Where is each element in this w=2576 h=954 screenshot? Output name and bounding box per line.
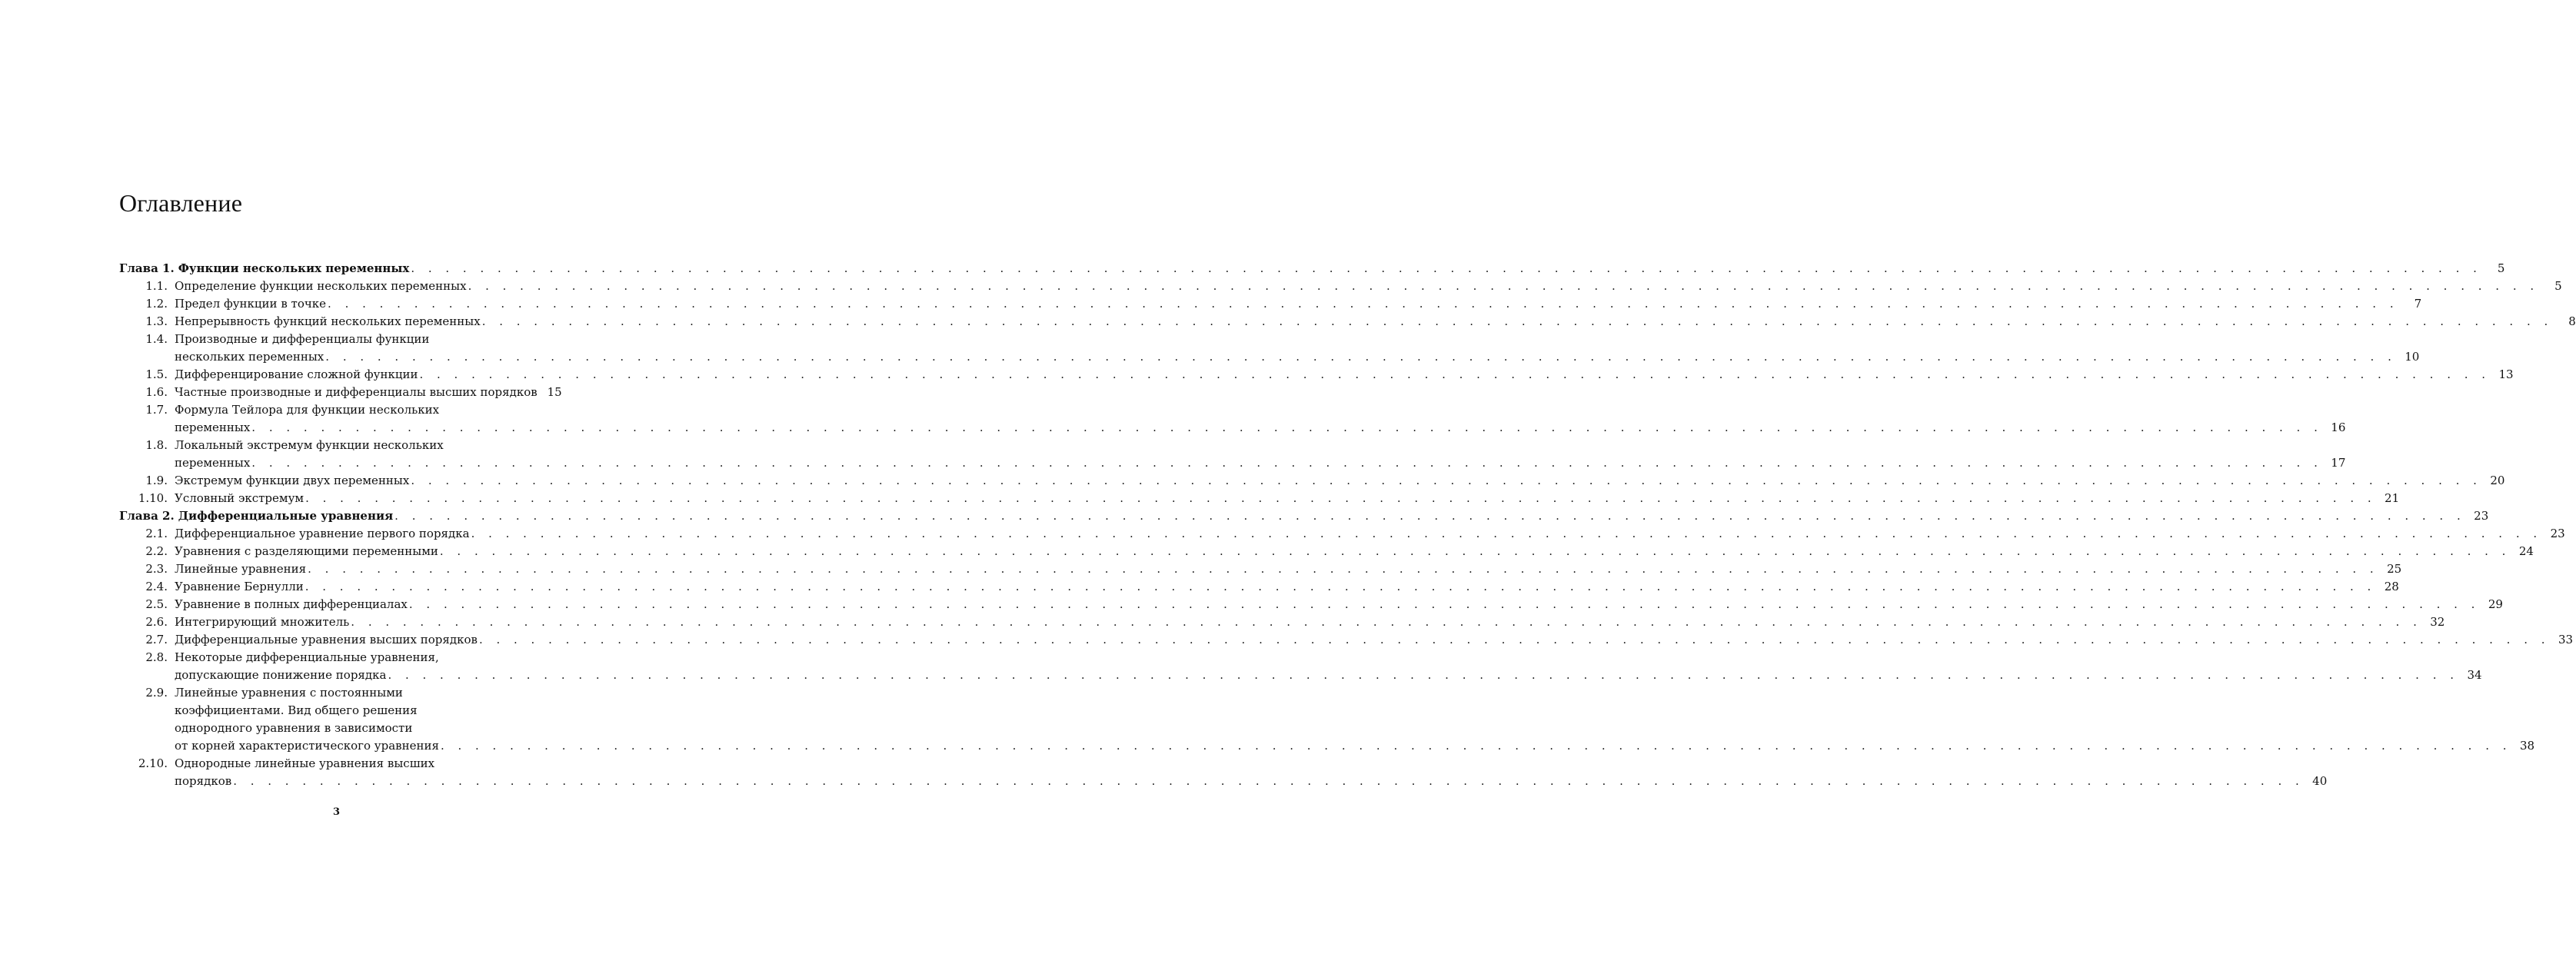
toc-title: Линейные уравнения bbox=[175, 562, 307, 576]
toc-title: Дифференциальные уравнения bbox=[178, 509, 394, 523]
toc-title: Частные производные и дифференциалы высших порядков bbox=[175, 385, 537, 399]
toc-chapter[interactable] bbox=[119, 260, 2505, 278]
toc-title: Интегрирующий множитель bbox=[175, 615, 350, 629]
toc-page-number: 24 bbox=[2518, 544, 2534, 558]
toc-title: нескольких переменных bbox=[175, 350, 324, 364]
toc-page-number: 7 bbox=[2414, 297, 2422, 311]
toc-title: Условный экстремум bbox=[175, 491, 305, 505]
leader-dots: . . . . . . . . . . . . . . . . . . . . . . . . . . . . . . . . . . . . . . . . . . . . . . . . . . . . . . . . . . . . . . . . . . . . . . . . . . . . . . . . . . . . . . . . . . . . . . . . . . . . . . . . . . . . . . . . . . . . . . . . bbox=[325, 350, 2397, 364]
leader-dots: . . . . . . . . . . . . . . . . . . . . . . . . . . . . . . . . . . . . . . . . . . . . . . . . . . . . . . . . . . . . . . . . . . . . . . . . . . . . . . . . . . . . . . . . . . . . . . . . . . . . . . . . . . . . . . . . . . . . . . . . bbox=[471, 527, 2542, 540]
toc-page-number: 23 bbox=[2474, 509, 2489, 523]
toc-page-number: 16 bbox=[2331, 420, 2346, 434]
toc-number: 1.8. bbox=[145, 438, 168, 452]
leader-dots: . . . . . . . . . . . . . . . . . . . . . . . . . . . . . . . . . . . . . . . . . . . . . . . . . . . . . . . . . . . . . . . . . . . . . . . . . . . . . . . . . . . . . . . . . . . . . . . . . . . . . . . . . . . . . . . . . . . . . . . . bbox=[440, 739, 2512, 753]
toc-title: коэффициентами. Вид общего решения bbox=[175, 703, 418, 717]
toc-page-number: 13 bbox=[2498, 367, 2514, 381]
toc-number: 2.5. bbox=[145, 597, 168, 611]
toc-title: Дифференциальное уравнение первого порядка bbox=[175, 527, 470, 540]
toc-page-number: 15 bbox=[547, 385, 562, 399]
toc-title: порядков bbox=[175, 774, 232, 788]
toc-title: Уравнения с разделяющими переменными bbox=[175, 544, 438, 558]
leader-dots: . . . . . . . . . . . . . . . . . . . . . . . . . . . . . . . . . . . . . . . . . . . . . . . . . . . . . . . . . . . . . . . . . . . . . . . . . . . . . . . . . . . . . . . . . . . . . . . . . . . . . . . . . . . . . . . . . . . . . . . . bbox=[411, 261, 2482, 275]
toc-page-number: 28 bbox=[2384, 580, 2399, 593]
toc-number: 1.6. bbox=[145, 385, 168, 399]
toc-title: однородного уравнения в зависимости bbox=[175, 721, 413, 735]
toc-title: Некоторые дифференциальные уравнения, bbox=[175, 650, 439, 664]
toc-page-number: 10 bbox=[2405, 350, 2420, 364]
toc-number: 2.4. bbox=[145, 580, 168, 593]
toc-page-number: 5 bbox=[2497, 261, 2505, 275]
leader-dots: . . . . . . . . . . . . . . . . . . . . . . . . . . . . . . . . . . . . . . . . . . . . . . . . . . . . . . . . . . . . . . . . . . . . . . . . . . . . . . . . . . . . . . . . . . . . . . . . . . . . . . . . . . . . . . . . . . . . . . . . bbox=[308, 562, 2379, 576]
leader-dots: . . . . . . . . . . . . . . . . . . . . . . . . . . . . . . . . . . . . . . . . . . . . . . . . . . . . . . . . . . . . . . . . . . . . . . . . . . . . . . . . . . . . . . . . . . . . . . . . . . . . . . . . . . . . . . . . . . . . . . . . bbox=[478, 633, 2551, 647]
toc-section[interactable] bbox=[119, 560, 2402, 578]
leader-dots: . . . . . . . . . . . . . . . . . . . . . . . . . . . . . . . . . . . . . . . . . . . . . . . . . . . . . . . . . . . . . . . . . . . . . . . . . . . . . . . . . . . . . . . . . . . . . . . . . . . . . . . . . . . . . . . . . . . . . . . . bbox=[305, 491, 2377, 505]
toc-section[interactable] bbox=[119, 596, 2503, 613]
toc-number: 2.10. bbox=[138, 756, 168, 770]
toc-section[interactable] bbox=[119, 684, 2535, 755]
leader-dots: . . . . . . . . . . . . . . . . . . . . . . . . . . . . . . . . . . . . . . . . . . . . . . . . . . . . . . . . . . . . . . . . . . . . . . . . . . . . . . . . . . . . . . . . . . . . . . . . . . . . . . . . . . . . . . . . . . . . . . . . bbox=[305, 580, 2376, 593]
leader-dots: . . . . . . . . . . . . . . . . . . . . . . . . . . . . . . . . . . . . . . . . . . . . . . . . . . . . . . . . . . . . . . . . . . . . . . . . . . . . . . . . . . . . . . . . . . . . . . . . . . . . . . . . . . . . . . . . . . . . . . . . bbox=[408, 597, 2480, 611]
toc-title: Линейные уравнения с постоянными bbox=[175, 686, 403, 700]
toc-section[interactable] bbox=[119, 366, 2514, 384]
toc-title: Предел функции в точке bbox=[175, 297, 327, 311]
table-of-contents bbox=[119, 260, 2576, 790]
toc-title: от корней характеристического уравнения bbox=[175, 739, 439, 753]
toc-number: Глава 1. bbox=[119, 261, 175, 275]
toc-section[interactable] bbox=[119, 401, 2346, 437]
toc-page-number: 21 bbox=[2385, 491, 2400, 505]
leader-dots: . . . . . . . . . . . . . . . . . . . . . . . . . . . . . . . . . . . . . . . . . . . . . . . . . . . . . . . . . . . . . . . . . . . . . . . . . . . . . . . . . . . . . . . . . . . . . . . . . . . . . . . . . . . . . . . . . . . . . . . . bbox=[388, 668, 2459, 682]
leader-dots: . . . . . . . . . . . . . . . . . . . . . . . . . . . . . . . . . . . . . . . . . . . . . . . . . . . . . . . . . . . . . . . . . . . . . . . . . . . . . . . . . . . . . . . . . . . . . . . . . . . . . . . . . . . . . . . . . . . . . . . . bbox=[394, 509, 2466, 523]
toc-title: Однородные линейные уравнения высших bbox=[175, 756, 435, 770]
toc-page-number: 38 bbox=[2519, 739, 2535, 753]
toc-section[interactable] bbox=[119, 295, 2422, 313]
leader-dots: . . . . . . . . . . . . . . . . . . . . . . . . . . . . . . . . . . . . . . . . . . . . . . . . . . . . . . . . . . . . . . . . . . . . . . . . . . . . . . . . . . . . . . . . . . . . . . . . . . . . . . . . . . . . . . . . . . . . . . . . bbox=[233, 774, 2305, 788]
toc-section[interactable] bbox=[119, 649, 2482, 684]
toc-number: Глава 2. bbox=[119, 509, 175, 523]
toc-page-number: 29 bbox=[2488, 597, 2503, 611]
toc-title: Уравнение Бернулли bbox=[175, 580, 304, 593]
toc-title: Уравнение в полных дифференциалах bbox=[175, 597, 408, 611]
toc-section[interactable] bbox=[119, 543, 2534, 560]
toc-section[interactable] bbox=[119, 631, 2574, 649]
toc-number: 1.4. bbox=[145, 332, 168, 346]
toc-page-number: 5 bbox=[2554, 279, 2562, 293]
toc-page-number: 32 bbox=[2430, 615, 2445, 629]
toc-page-number: 40 bbox=[2312, 774, 2328, 788]
toc-title: допускающие понижение порядка bbox=[175, 668, 387, 682]
toc-page-number: 17 bbox=[2331, 456, 2346, 470]
toc-number: 2.8. bbox=[145, 650, 168, 664]
toc-section[interactable] bbox=[119, 525, 2565, 543]
toc-title: Непрерывность функций нескольких переменных bbox=[175, 314, 481, 328]
toc-number: 1.1. bbox=[145, 279, 168, 293]
toc-chapter[interactable] bbox=[119, 507, 2489, 525]
toc-number: 2.1. bbox=[145, 527, 168, 540]
toc-title: Экстремум функции двух переменных bbox=[175, 474, 410, 487]
toc-title: переменных bbox=[175, 420, 251, 434]
toc-number: 2.2. bbox=[145, 544, 168, 558]
toc-title: Формула Тейлора для функции нескольких bbox=[175, 403, 440, 417]
toc-title: переменных bbox=[175, 456, 251, 470]
toc-title: Производные и дифференциалы функции bbox=[175, 332, 430, 346]
leader-dots: . . . . . . . . . . . . . . . . . . . . . . . . . . . . . . . . . . . . . . . . . . . . . . . . . . . . . . . . . . . . . . . . . . . . . . . . . . . . . . . . . . . . . . . . . . . . . . . . . . . . . . . . . . . . . . . . . . . . . . . . bbox=[468, 279, 2539, 293]
toc-title: Определение функции нескольких переменных bbox=[175, 279, 467, 293]
leader-dots: . . . . . . . . . . . . . . . . . . . . . . . . . . . . . . . . . . . . . . . . . . . . . . . . . . . . . . . . . . . . . . . . . . . . . . . . . . . . . . . . . . . . . . . . . . . . . . . . . . . . . . . . . . . . . . . . . . . . . . . . bbox=[251, 456, 2323, 470]
page-title: Оглавление bbox=[119, 189, 243, 217]
toc-page-number: 33 bbox=[2558, 633, 2574, 647]
toc-section[interactable] bbox=[119, 437, 2346, 472]
toc-page-number: 8 bbox=[2568, 314, 2576, 328]
toc-number: 1.10. bbox=[138, 491, 168, 505]
toc-page-number: 23 bbox=[2550, 527, 2565, 540]
leader-dots: . . . . . . . . . . . . . . . . . . . . . . . . . . . . . . . . . . . . . . . . . . . . . . . . . . . . . . . . . . . . . . . . . . . . . . . . . . . . . . . . . . . . . . . . . . . . . . . . . . . . . . . . . . . . . . . . . . . . . . . . bbox=[419, 367, 2491, 381]
toc-title: Локальный экстремум функции нескольких bbox=[175, 438, 444, 452]
leader-dots: . . . . . . . . . . . . . . . . . . . . . . . . . . . . . . . . . . . . . . . . . . . . . . . . . . . . . . . . . . . . . . . . . . . . . . . . . . . . . . . . . . . . . . . . . . . . . . . . . . . . . . . . . . . . . . . . . . . . . . . . bbox=[481, 314, 2553, 328]
leader-dots: . . . . . . . . . . . . . . . . . . . . . . . . . . . . . . . . . . . . . . . . . . . . . . . . . . . . . . . . . . . . . . . . . . . . . . . . . . . . . . . . . . . . . . . . . . . . . . . . . . . . . . . . . . . . . . . . . . . . . . . . bbox=[251, 420, 2323, 434]
toc-section[interactable] bbox=[119, 490, 2400, 507]
leader-dots: . . . . . . . . . . . . . . . . . . . . . . . . . . . . . . . . . . . . . . . . . . . . . . . . . . . . . . . . . . . . . . . . . . . . . . . . . . . . . . . . . . . . . . . . . . . . . . . . . . . . . . . . . . . . . . . . . . . . . . . . bbox=[439, 544, 2511, 558]
leader-dots: . . . . . . . . . . . . . . . . . . . . . . . . . . . . . . . . . . . . . . . . . . . . . . . . . . . . . . . . . . . . . . . . . . . . . . . . . . . . . . . . . . . . . . . . . . . . . . . . . . . . . . . . . . . . . . . . . . . . . . . . bbox=[411, 474, 2482, 487]
toc-number: 1.5. bbox=[145, 367, 168, 381]
toc-section[interactable] bbox=[119, 578, 2399, 596]
toc-page-number: 20 bbox=[2490, 474, 2505, 487]
toc-number: 1.2. bbox=[145, 297, 168, 311]
toc-number: 2.7. bbox=[145, 633, 168, 647]
toc-number: 1.3. bbox=[145, 314, 168, 328]
toc-page-number: 34 bbox=[2467, 668, 2482, 682]
toc-number: 2.6. bbox=[145, 615, 168, 629]
toc-number: 1.7. bbox=[145, 403, 168, 417]
toc-section[interactable] bbox=[119, 313, 2576, 331]
toc-title: Функции нескольких переменных bbox=[178, 261, 410, 275]
toc-section[interactable] bbox=[119, 472, 2505, 490]
toc-title: Дифференцирование сложной функции bbox=[175, 367, 418, 381]
leader-dots: . . . . . . . . . . . . . . . . . . . . . . . . . . . . . . . . . . . . . . . . . . . . . . . . . . . . . . . . . . . . . . . . . . . . . . . . . . . . . . . . . . . . . . . . . . . . . . . . . . . . . . . . . . . . . . . . . . . . . . . . bbox=[351, 615, 2422, 629]
toc-number: 1.9. bbox=[145, 474, 168, 487]
toc-section[interactable] bbox=[119, 331, 2420, 366]
toc-section[interactable] bbox=[119, 384, 562, 401]
toc-number: 2.9. bbox=[145, 686, 168, 700]
leader-dots: . . . . . . . . . . . . . . . . . . . . . . . . . . . . . . . . . . . . . . . . . . . . . . . . . . . . . . . . . . . . . . . . . . . . . . . . . . . . . . . . . . . . . . . . . . . . . . . . . . . . . . . . . . . . . . . . . . . . . . . . bbox=[328, 297, 2399, 311]
toc-section[interactable] bbox=[119, 278, 2562, 295]
toc-section[interactable] bbox=[119, 755, 2328, 790]
toc-section[interactable] bbox=[119, 613, 2445, 631]
toc-page-number: 25 bbox=[2387, 562, 2402, 576]
toc-number: 2.3. bbox=[145, 562, 168, 576]
toc-title: Дифференциальные уравнения высших порядков bbox=[175, 633, 478, 647]
page-number: 3 bbox=[332, 806, 341, 818]
